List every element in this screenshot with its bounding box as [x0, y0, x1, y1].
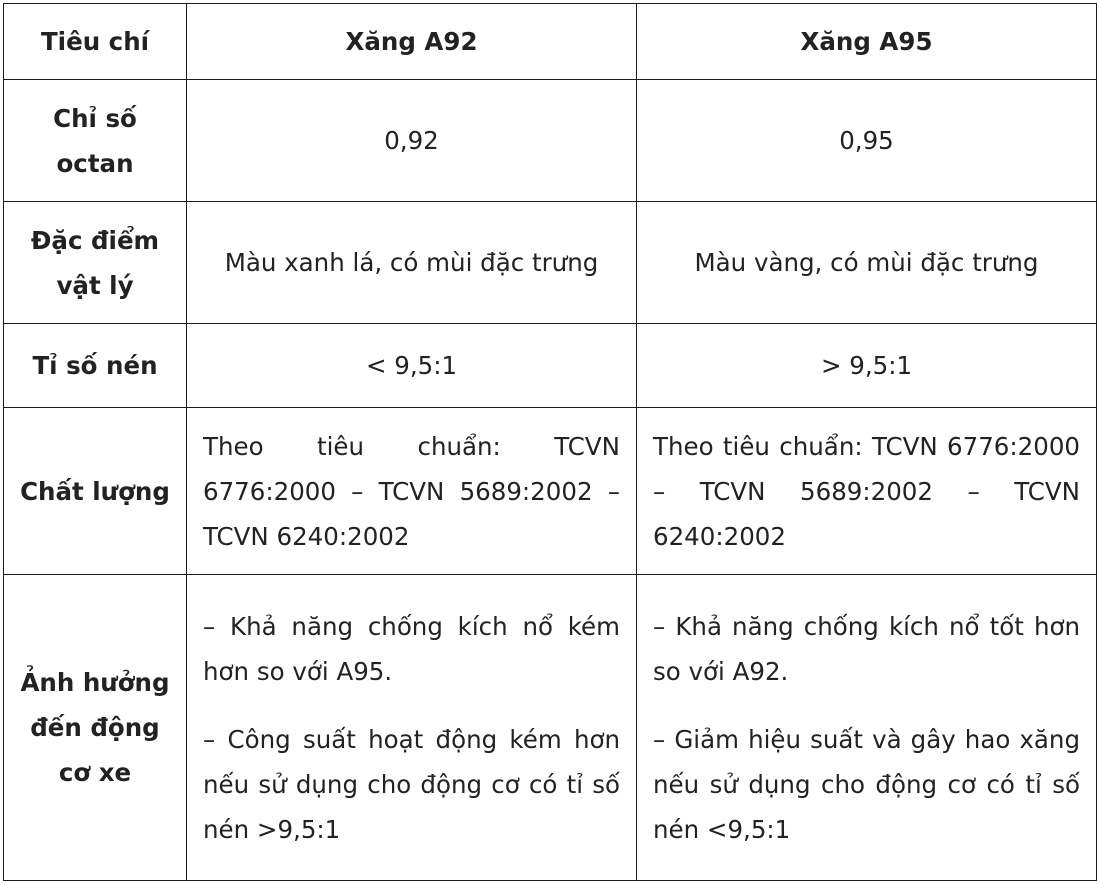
cell-a92-octane: 0,92: [187, 80, 637, 202]
row-label-quality: Chất lượng: [4, 408, 187, 575]
cell-paragraph: – Khả năng chống kích nổ tốt hơn so với A92.: [653, 611, 1080, 686]
table-row: [4, 80, 1097, 202]
table-row: [4, 408, 1097, 575]
table-row: [4, 575, 1097, 881]
row-label-physical: Đặc điểm vật lý: [4, 202, 187, 324]
cell-a95-octane: 0,95: [637, 80, 1097, 202]
cell-paragraph: Theo tiêu chuẩn: TCVN 6776:2000 – TCVN 5689:2002 – TCVN 6240:2002: [653, 431, 1080, 551]
cell-a95-engine-impact: [637, 575, 1097, 881]
cell-a95-physical: Màu vàng, có mùi đặc trưng: [637, 202, 1097, 324]
header-a92: Xăng A92: [187, 4, 637, 80]
table-row: [4, 202, 1097, 324]
header-a95: Xăng A95: [637, 4, 1097, 80]
cell-a92-compression: < 9,5:1: [187, 324, 637, 408]
cell-a95-quality: [637, 408, 1097, 575]
cell-a95-compression: > 9,5:1: [637, 324, 1097, 408]
cell-paragraph: – Công suất hoạt động kém hơn nếu sử dụng cho động cơ có tỉ số nén >9,5:1: [203, 724, 620, 844]
cell-a92-physical: Màu xanh lá, có mùi đặc trưng: [187, 202, 637, 324]
row-label-octane: Chỉ số octan: [4, 80, 187, 202]
cell-paragraph: Theo tiêu chuẩn: TCVN 6776:2000 – TCVN 5689:2002 – TCVN 6240:2002: [203, 431, 620, 551]
cell-a92-engine-impact: [187, 575, 637, 881]
cell-paragraph: – Giảm hiệu suất và gây hao xăng nếu sử dụng cho động cơ có tỉ số nén <9,5:1: [653, 724, 1080, 844]
header-criterion: Tiêu chí: [4, 4, 187, 80]
cell-paragraph: – Khả năng chống kích nổ kém hơn so với A95.: [203, 611, 620, 686]
cell-a92-quality: [187, 408, 637, 575]
fuel-comparison-table: [3, 3, 1097, 881]
header-row: [4, 4, 1097, 80]
row-label-compression: Tỉ số nén: [4, 324, 187, 408]
row-label-engine-impact: Ảnh hưởng đến động cơ xe: [4, 575, 187, 881]
table-row: [4, 324, 1097, 408]
